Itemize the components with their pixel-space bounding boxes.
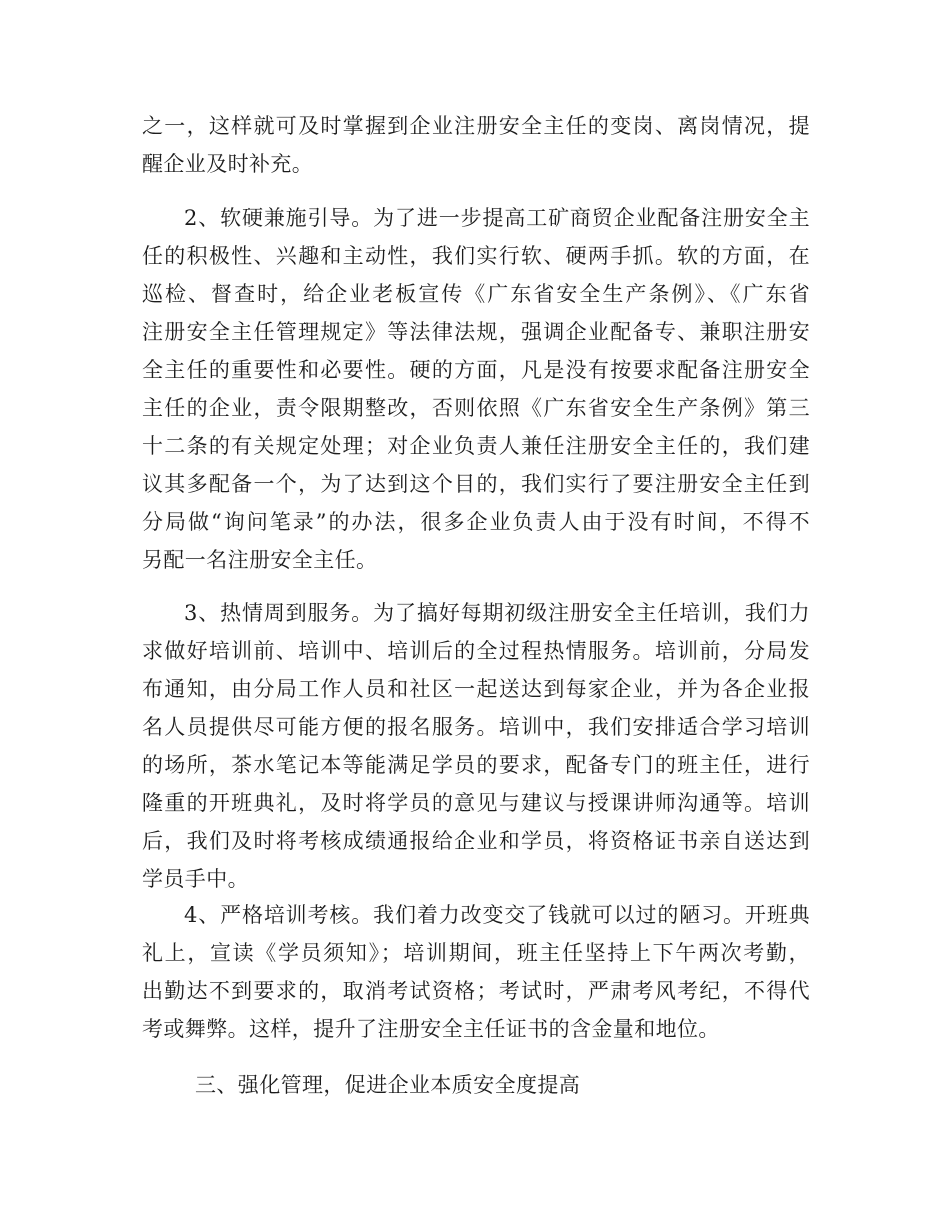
text-line: 考或舞弊。这样，提升了注册安全主任证书的含金量和地位。 (142, 1017, 720, 1041)
text-line: 注册安全主任管理规定》等法律法规，强调企业配备专、兼职注册安 (142, 320, 810, 344)
text-line: 2、软硬兼施引导。为了进一步提高工矿商贸企业配备注册安全主 (184, 206, 810, 230)
text-line: 任的积极性、兴趣和主动性，我们实行软、硬两手抓。软的方面，在 (142, 244, 810, 268)
paragraph-4 (142, 896, 810, 1048)
text-line: 学员手中。 (142, 867, 249, 891)
text-line: 巡检、督查时，给企业老板宣传《广东省安全生产条例》、《广东省 (142, 282, 810, 306)
text-line: 的场所，茶水笔记本等能满足学员的要求，配备专门的班主任，进行 (142, 753, 810, 777)
text-line: 名人员提供尽可能方便的报名服务。培训中，我们安排适合学习培训 (142, 715, 810, 739)
text-line: 隆重的开班典礼，及时将学员的意见与建议与授课讲师沟通等。培训 (142, 791, 810, 815)
text-line: 出勤达不到要求的，取消考试资格；考试时，严肃考风考纪，不得代 (142, 979, 810, 1003)
text-line: 后，我们及时将考核成绩通报给企业和学员，将资格证书亲自送达到 (142, 829, 810, 853)
section-heading: 三、强化管理，促进企业本质安全度提高 (195, 1073, 581, 1097)
text-line: 十二条的有关规定处理；对企业负责人兼任注册安全主任的，我们建 (142, 434, 810, 458)
text-line: 另配一名注册安全主任。 (142, 548, 378, 572)
text-line: 议其多配备一个，为了达到这个目的，我们实行了要注册安全主任到 (142, 472, 810, 496)
paragraph-2 (142, 199, 810, 579)
text-line: 4、严格培训考核。我们着力改变交了钱就可以过的陋习。开班典 (184, 903, 810, 927)
text-line: 求做好培训前、培训中、培训后的全过程热情服务。培训前，分局发 (142, 639, 810, 663)
text-line: 主任的企业，责令限期整改，否则依照《广东省安全生产条例》第三 (142, 396, 810, 420)
paragraph-3 (142, 594, 810, 898)
text-line: 之一，这样就可及时掌握到企业注册安全主任的变岗、离岗情况，提 (142, 114, 810, 138)
paragraph-1 (142, 107, 810, 183)
text-line: 全主任的重要性和必要性。硬的方面，凡是没有按要求配备注册安全 (142, 358, 810, 382)
text-line: 分局做“询问笔录”的办法，很多企业负责人由于没有时间，不得不 (142, 510, 810, 534)
text-line: 布通知，由分局工作人员和社区一起送达到每家企业，并为各企业报 (142, 677, 810, 701)
text-line: 礼上，宣读《学员须知》；培训期间，班主任坚持上下午两次考勤， (142, 941, 810, 965)
text-line: 醒企业及时补充。 (142, 152, 314, 176)
text-line: 3、热情周到服务。为了搞好每期初级注册安全主任培训，我们力 (184, 601, 810, 625)
